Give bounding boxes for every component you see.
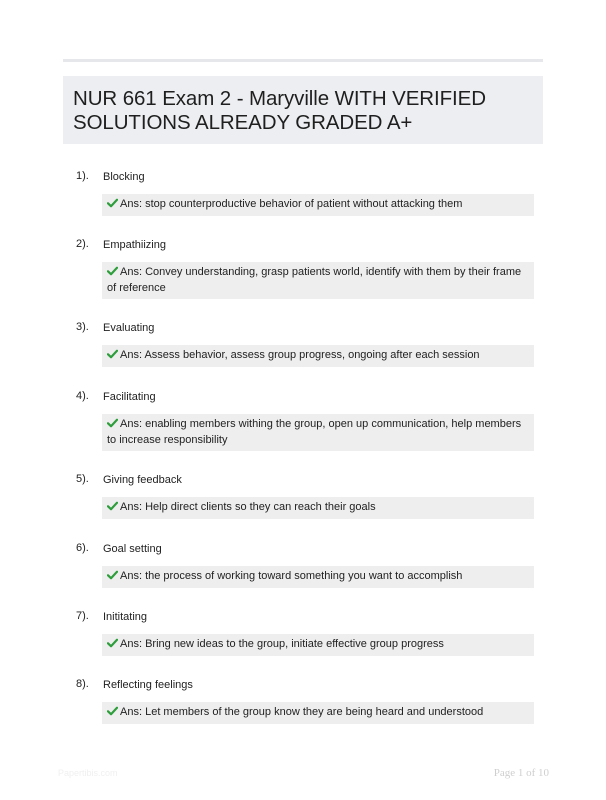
item-term: Empathiizing <box>103 239 166 251</box>
document-title: NUR 661 Exam 2 - Maryville WITH VERIFIED SOLUTIONS ALREADY GRADED A+ <box>73 87 486 134</box>
answer-prefix: Ans: <box>120 570 146 582</box>
item-term: Giving feedback <box>103 474 182 486</box>
item-term: Facilitating <box>103 391 156 403</box>
check-icon <box>107 570 118 580</box>
answer-box <box>102 497 534 519</box>
answer-prefix: Ans: <box>120 501 146 513</box>
answer-box <box>102 194 534 216</box>
answer-box <box>102 634 534 656</box>
item-term: Inititating <box>103 611 148 623</box>
answer-text: Help direct clients so they can reach their goals <box>145 501 376 513</box>
item-term: Blocking <box>103 171 145 183</box>
item-term: Goal setting <box>103 543 162 555</box>
answer-prefix: Ans: <box>120 198 146 210</box>
top-divider <box>63 59 543 62</box>
check-icon <box>107 418 118 428</box>
answer-box <box>102 345 534 367</box>
answer-prefix: Ans: <box>120 638 146 650</box>
answer-box <box>102 414 534 451</box>
answer-text: enabling members withing the group, open up communication, help members to increase responsibility <box>107 418 522 446</box>
item-number: 3). <box>76 321 89 333</box>
answer-box <box>102 702 534 724</box>
answer-text: Convey understanding, grasp patients world, identify with them by their frame of reference <box>107 266 522 294</box>
footer-watermark: Papertibis.com <box>58 768 118 778</box>
check-icon <box>107 706 118 716</box>
check-icon <box>107 266 118 276</box>
item-number: 2). <box>76 238 89 250</box>
answer-prefix: Ans: <box>120 418 146 430</box>
item-term: Reflecting feelings <box>103 679 193 691</box>
item-number: 8). <box>76 678 89 690</box>
item-number: 1). <box>76 170 89 182</box>
answer-box <box>102 262 534 299</box>
check-icon <box>107 501 118 511</box>
item-number: 4). <box>76 390 89 402</box>
answer-box <box>102 566 534 588</box>
item-number: 5). <box>76 473 89 485</box>
item-number: 6). <box>76 542 89 554</box>
title-banner <box>63 76 543 144</box>
answer-prefix: Ans: <box>120 266 146 278</box>
answer-text: the process of working toward something you want to accomplish <box>145 570 463 582</box>
page-number: Page 1 of 10 <box>493 767 549 779</box>
item-term: Evaluating <box>103 322 155 334</box>
answer-text: Assess behavior, assess group progress, ongoing after each session <box>144 349 480 361</box>
item-number: 7). <box>76 610 89 622</box>
answer-text: Bring new ideas to the group, initiate effective group progress <box>145 638 444 650</box>
check-icon <box>107 638 118 648</box>
answer-text: Let members of the group know they are being heard and understood <box>145 706 484 718</box>
answer-prefix: Ans: <box>120 349 145 361</box>
check-icon <box>107 349 118 359</box>
check-icon <box>107 198 118 208</box>
answer-prefix: Ans: <box>120 706 146 718</box>
answer-text: stop counterproductive behavior of patient without attacking them <box>145 198 463 210</box>
